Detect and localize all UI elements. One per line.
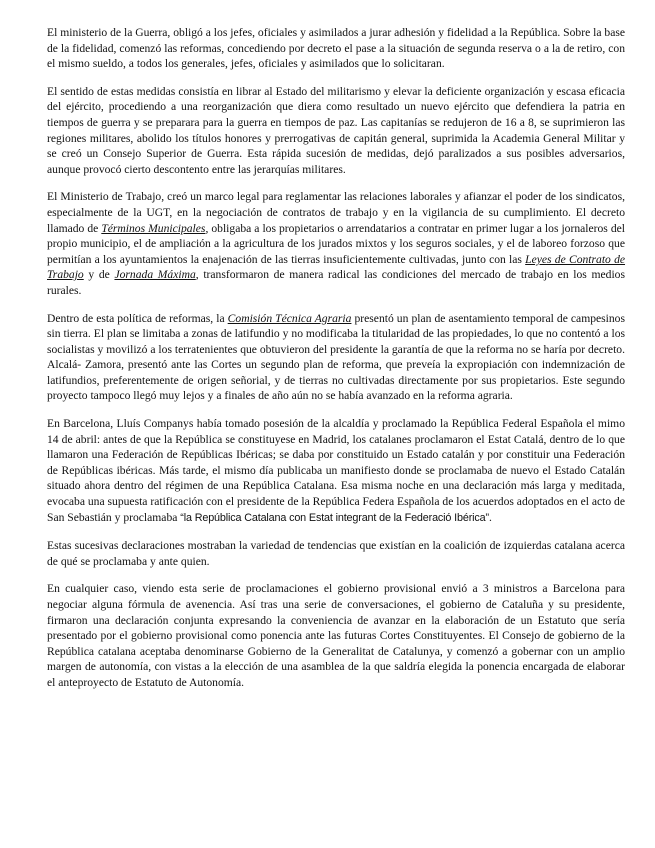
paragraph-text: El sentido de estas medidas consistía en librar al Estado del militarismo y elevar la deficiente organización y escasa eficacia del ejército, procediendo a una reorganización que diera como resultado un nuevo ejército que defendiera la patria en tiempos de guerra y se preparara para la guerra en tiempos de paz. Las capitanías se redujeron de 16 a 8, se suprimieron las regiones militares, abolido los títulos honores y prerrogativas de capitán general, suprimida la Academia General Militar y se creó un Consejo Superior de Guerra. Esta rápida sucesión de medidas, dejó paralizados a sus posibles adversarios, aunque provocó cierto descontento entre las jerarquías militares. (47, 84, 625, 176)
link-comision-tecnica-agraria[interactable]: Comisión Técnica Agraria (227, 311, 352, 325)
paragraph-declaraciones (47, 538, 625, 569)
paragraph-text: , obligaba a los propietarios o arrendatarios a contratar en primer lugar a los jornaleros del propio municipio, el de ampliación a la agricultura de los jurados mixtos y los seguros sociales, y el de laboreo forzoso que permitían a los ayuntamientos la enajenación de las tierras insuficientemente cultivadas, junto con las (47, 221, 625, 266)
paragraph-text: En cualquier caso, viendo esta serie de proclamaciones el gobierno provisional envió a 3 ministros a Barcelona para negociar alguna fórmula de avenencia. Así tras una serie de conversaciones, el gobierno de Cataluña y su presidente, firmaron una declaración conjunta expresando la conveniencia de avanzar en la elaboración de un Estatuto que sería presentado por el gobierno provisional como ponencia ante las futuras Cortes Constituyentes. El Consejo de gobierno de la República catalana aceptaba denominarse Gobierno de la Generalitat de Catalunya, y comenzó a gobernar con un amplio margen de autonomía, con vistas a la elección de una asamblea de la que saldría elegida la ponencia encargada de elaborar el anteproyecto de Estatuto de Autonomía. (47, 582, 625, 689)
paragraph-text: Dentro de esta política de reformas, la (47, 311, 228, 325)
paragraph-text: presentó un plan de asentamiento temporal de campesinos sin tierra. El plan se limitaba a zonas de latifundio y no modificaba la titularidad de las propiedades, lo que no contentó a los socialistas y movilizó a los terratenientes que obtuvieron del presidente la garantía de que la reforma no se haría por decreto. Alcalá- Zamora, presentó ante las Cortes un segundo plan de reforma, que preveía la expropiación con indemnización de latifundios, preferentemente de origen señorial, y de tierras no cultivadas directamente por sus propietarios. Este segundo proyecto tampoco llegó muy lejos y a finales de año aún no se había avanzado en la reforma agraria. (47, 311, 625, 403)
paragraph-barcelona-companys (47, 416, 625, 526)
paragraph-reforma-agraria (47, 311, 625, 405)
link-leyes-contrato-trabajo[interactable]: Leyes de Contrato de Trabajo (47, 252, 626, 282)
link-terminos-municipales[interactable]: Términos Municipales (101, 221, 206, 235)
paragraph-text: y de (83, 268, 115, 282)
paragraph-ministerio-trabajo (47, 189, 625, 298)
document-page (47, 25, 625, 703)
paragraph-text: , transformaron de manera radical las condiciones del mercado de trabajo en los medios rurales. (47, 268, 625, 297)
paragraph-gobierno-provisional (47, 581, 625, 690)
paragraph-text: El ministerio de la Guerra, obligó a los jefes, oficiales y asimilados a jurar adhesión y fidelidad a la República. Sobre la base de la fidelidad, comenzó las reformas, concediendo por decreto el pase a la situación de segunda reserva o a la de retiro, con el mismo sueldo, a todos los generales, jefes, oficiales y asimilados que lo solicitaran. (47, 26, 625, 71)
link-jornada-maxima[interactable]: Jornada Máxima (114, 268, 196, 282)
paragraph-text: Estas sucesivas declaraciones mostraban la variedad de tendencias que existían en la coalición de izquierdas catalana acerca de qué se proclamaba y ante quien. (47, 539, 625, 568)
paragraph-text: En Barcelona, Lluís Companys había tomado posesión de la alcaldía y proclamado la República Federal Española el mimo 14 de abril: antes de que la República se constituyese en Madrid, los catalanes proclamaron el Estat Catalá, dentro de lo que llamaron una Federación de Repúblicas Ibéricas; se daba por constituido un Estado catalán y por constituir una Federación de Repúblicas ibéricas. Más tarde, el mismo día publicaba un manifiesto donde se proclamaba de nuevo el Estado Catalán situado ahora dentro del régimen de una República Catalana. Esa misma noche en una declaración más larga y meditada, evocaba una supuesta ratificación con el presidente de la República Federa Española de los acuerdos adoptados en el acto de San Sebastián y proclamaba (47, 417, 625, 524)
paragraph-ministerio-guerra (47, 25, 625, 72)
paragraph-text: . (488, 510, 492, 524)
paragraph-sentido-medidas (47, 84, 625, 178)
paragraph-text: El Ministerio de Trabajo, creó un marco legal para reglamentar las relaciones laborales y afianzar el poder de los sindicatos, especialmente de la UGT, en la negociación de contratos de trabajo y en la vigilancia de su cumplimiento. El decreto llamado de (47, 190, 625, 235)
quote-republica-catalana: “la República Catalana con Estat integrant de la Federació Ibérica” (180, 511, 489, 524)
